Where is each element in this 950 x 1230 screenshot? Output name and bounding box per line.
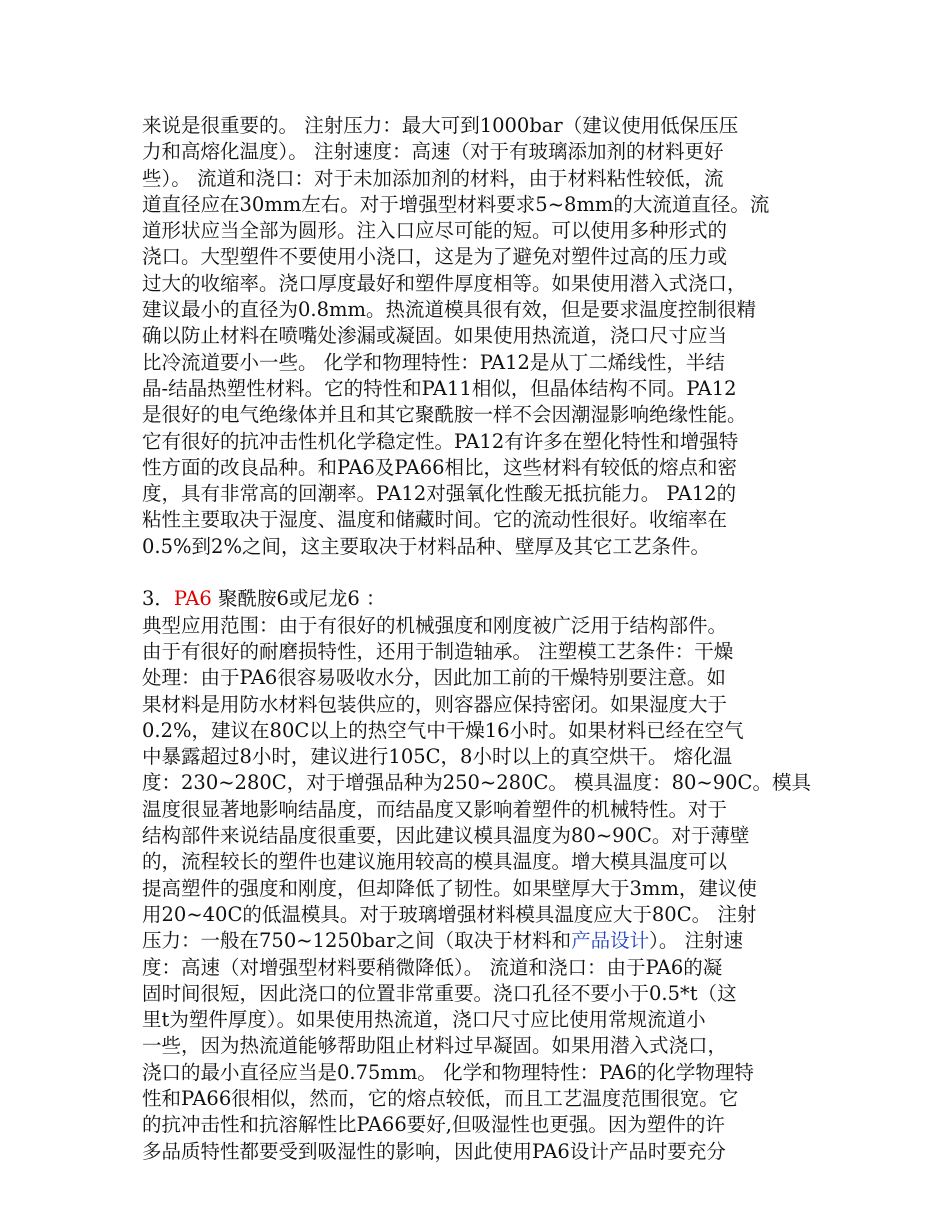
text-line: 处理：由于PA6很容易吸收水分，因此加工前的干燥特别要注意。如 [142,666,726,690]
paragraph-spacer [142,560,810,586]
section-heading [142,586,810,612]
paragraph-pa12-continued [142,113,810,560]
section-material-name: PA6 [173,587,212,611]
text-line: 由于有很好的耐磨损特性，还用于制造轴承。 注塑模工艺条件：干燥 [142,639,734,663]
paragraph-pa6 [142,613,810,1165]
text-line: 来说是很重要的。 注射压力：最大可到1000bar（建议使用低保压压 [142,114,739,137]
text-line: 典型应用范围：由于有很好的机械强度和刚度被广泛用于结构部件。 [142,613,728,637]
text-line: 些）。 流道和浇口：对于未加添加剂的材料，由于材料粘性较低，流 [142,166,724,190]
text-line: 是很好的电气绝缘体并且和其它聚酰胺一样不会因潮湿影响绝缘性能。 [142,403,747,427]
text-line: 道直径应在30mm左右。对于增强型材料要求5~8mm的大流道直径。流 [142,192,770,216]
text-line: 温度很显著地影响结晶度，而结晶度又影响着塑件的机械特性。对于 [142,797,728,821]
text-line: 一些，因为热流道能够帮助阻止材料过早凝固。如果用潜入式浇口， [142,1034,728,1058]
text-line: 力和高熔化温度）。 注射速度：高速（对于有玻璃添加剂的材料更好 [142,140,724,164]
text-line: 度：230~280C，对于增强品种为250~280C。 模具温度：80~90C。模具 [142,771,811,795]
text-line: 浇口。大型塑件不要使用小浇口，这是为了避免对塑件过高的压力或 [142,245,728,269]
product-design-link[interactable]: 产品设计 [571,929,650,953]
text-line: 确以防止材料在喷嘴处渗漏或凝固。如果使用热流道，浇口尺寸应当 [142,324,728,348]
text-line: 提高塑件的强度和刚度，但却降低了韧性。如果壁厚大于3mm，建议使 [142,876,757,900]
text-line: 度：高速（对增强型材料要稍微降低）。 流道和浇口：由于PA6的凝 [142,955,723,979]
text-line: 建议最小的直径为0.8mm。热流道模具很有效，但是要求温度控制很精 [142,298,756,322]
text-line: 0.2%，建议在80C以上的热空气中干燥16小时。如果材料已经在空气 [142,718,744,742]
text-line: 0.5%到2%之间，这主要取决于材料品种、壁厚及其它工艺条件。 [142,534,710,558]
text-line: 晶-结晶热塑性材料。它的特性和PA11相似，但晶体结构不同。PA12 [142,376,737,400]
text-line: 的，流程较长的塑件也建议施用较高的模具温度。增大模具温度可以 [142,850,728,874]
text-line: 果材料是用防水材料包装供应的，则容器应保持密闭。如果湿度大于 [142,692,728,716]
link-line-after: ）。 注射速 [649,929,744,953]
section-number: 3． [142,587,174,611]
text-line: 性和PA66很相似，然而，它的熔点较低，而且工艺温度范围很宽。它 [142,1086,739,1110]
link-line-before: 压力：一般在750~1250bar之间（取决于材料和 [142,929,572,953]
text-line: 性方面的改良品种。和PA6及PA66相比，这些材料有较低的熔点和密 [142,455,738,479]
text-line: 固时间很短，因此浇口的位置非常重要。浇口孔径不要小于0.5*t（这 [142,981,737,1005]
text-line: 多品质特性都要受到吸湿性的影响，因此使用PA6设计产品时要充分 [142,1139,726,1163]
text-line: 里t为塑件厚度）。如果使用热流道，浇口尺寸应比使用常规流道小 [142,1008,706,1032]
text-line: 结构部件来说结晶度很重要，因此建议模具温度为80~90C。对于薄壁 [142,824,750,848]
section-title-rest: 聚酰胺6或尼龙6 ： [211,587,386,611]
text-line: 比冷流道要小一些。 化学和物理特性：PA12是从丁二烯线性，半结 [142,350,725,374]
text-line-with-link [142,928,810,954]
text-line: 的抗冲击性和抗溶解性比PA66要好,但吸湿性也更强。因为塑件的许 [142,1113,725,1137]
text-line: 用20~40C的低温模具。对于玻璃增强材料模具温度应大于80C。 注射 [142,902,757,926]
text-line: 浇口的最小直径应当是0.75mm。 化学和物理特性：PA6的化学物理特 [142,1060,754,1084]
text-line: 中暴露超过8小时，建议进行105C，8小时以上的真空烘干。 熔化温 [142,745,733,769]
text-line: 道形状应当全部为圆形。注入口应尽可能的短。可以使用多种形式的 [142,219,728,243]
text-line: 过大的收缩率。浇口厚度最好和塑件厚度相等。如果使用潜入式浇口， [142,271,747,295]
text-line: 粘性主要取决于湿度、温度和储藏时间。它的流动性很好。收缩率在 [142,508,728,532]
document-page [142,113,810,1165]
text-line: 它有很好的抗冲击性机化学稳定性。PA12有许多在塑化特性和增强特 [142,429,739,453]
text-line: 度，具有非常高的回潮率。PA12对强氧化性酸无抵抗能力。 PA12的 [142,482,737,506]
